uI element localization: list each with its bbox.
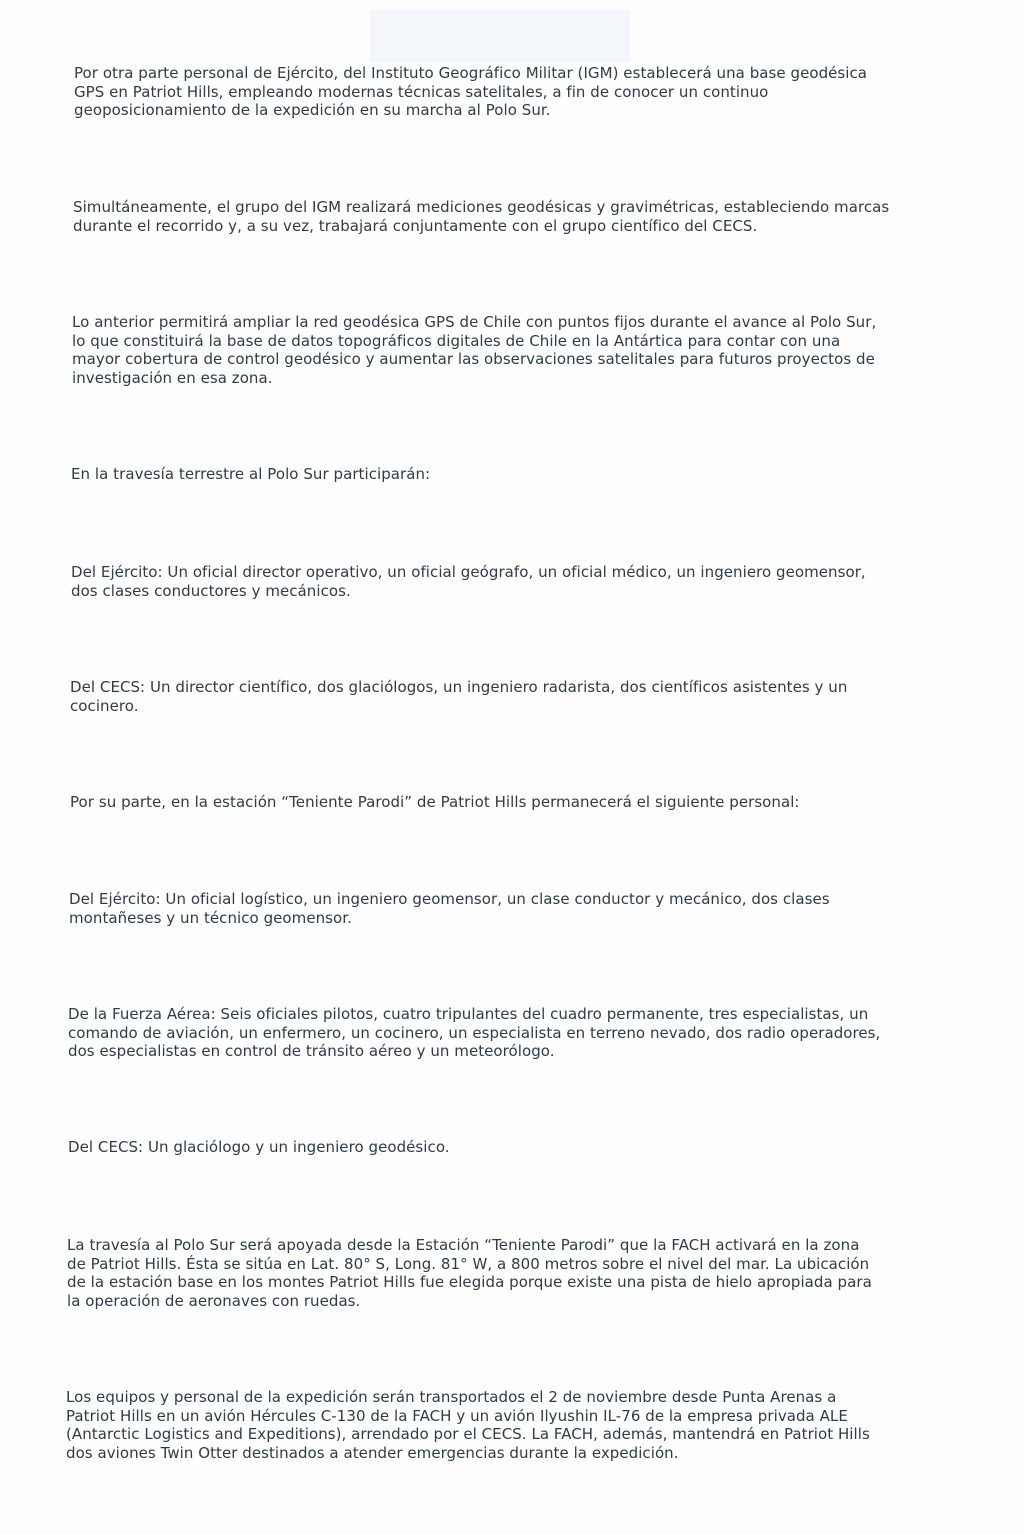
text-line: Por otra parte personal de Ejército, del Instituto Geográfico Militar (IGM) establecerá una base geodésica xyxy=(74,64,868,82)
text-line: geoposicionamiento de la expedición en su marcha al Polo Sur. xyxy=(74,101,551,119)
text-line: la operación de aeronaves con ruedas. xyxy=(67,1291,361,1310)
text-line: cocinero. xyxy=(70,696,139,715)
scan-artifact xyxy=(370,10,630,62)
text-line: Los equipos y personal de la expedición serán transportados el 2 de noviembre desde Punta Arenas a xyxy=(66,1388,837,1406)
text-line: comando de aviación, un enfermero, un cocinero, un especialista en terreno nevado, dos radio operadores, xyxy=(68,1023,881,1042)
paragraph-army-station xyxy=(69,890,949,927)
text-line: Del Ejército: Un oficial logístico, un ingeniero geomensor, un clase conductor y mecánico, dos clases xyxy=(69,890,830,908)
text-line: Lo anterior permitirá ampliar la red geodésica GPS de Chile con puntos fijos durante el avance al Polo Sur, xyxy=(72,313,877,331)
paragraph-igm-measurements xyxy=(73,198,953,235)
paragraph-army-traverse xyxy=(71,563,951,600)
text-line: De la Fuerza Aérea: Seis oficiales pilotos, cuatro tripulantes del cuadro permanente, tres especialistas, un xyxy=(68,1005,869,1023)
text-line: de Patriot Hills. Ésta se sitúa en Lat. 80° S, Long. 81° W, a 800 metros sobre el nivel del mar. La ubicación xyxy=(67,1254,870,1273)
text-line: investigación en esa zona. xyxy=(72,368,273,387)
text-line: durante el recorrido y, a su vez, trabajará conjuntamente con el grupo científico del CECS. xyxy=(73,216,758,235)
text-line: mayor cobertura de control geodésico y aumentar las observaciones satelitales para futuros proyectos de xyxy=(72,350,875,368)
text-line: GPS en Patriot Hills, empleando modernas técnicas satelitales, a fin de conocer un continuo xyxy=(74,82,769,101)
paragraph-cecs-traverse xyxy=(70,678,950,715)
paragraph-participants-intro xyxy=(71,465,951,484)
paragraph-air-force-station xyxy=(68,1005,948,1061)
text-line: Por su parte, en la estación “Teniente Parodi” de Patriot Hills permanecerá el siguiente personal: xyxy=(70,793,800,811)
text-line: (Antarctic Logistics and Expeditions), arrendado por el CECS. La FACH, además, mantendrá en Patriot Hills xyxy=(66,1425,870,1443)
text-line: dos aviones Twin Otter destinados a atender emergencias durante la expedición. xyxy=(66,1443,679,1462)
text-line: Simultáneamente, el grupo del IGM realizará mediciones geodésicas y gravimétricas, estableciendo marcas xyxy=(73,198,890,216)
text-line: En la travesía terrestre al Polo Sur participarán: xyxy=(71,465,431,483)
text-line: montañeses y un técnico geomensor. xyxy=(69,908,352,927)
paragraph-station-personnel-intro xyxy=(70,793,950,812)
paragraph-igm-gps-base xyxy=(74,64,954,120)
text-line: Del CECS: Un glaciólogo y un ingeniero geodésico. xyxy=(68,1138,450,1156)
paragraph-transport xyxy=(66,1388,946,1462)
text-line: lo que constituirá la base de datos topográficos digitales de Chile en la Antártica para contar con una xyxy=(72,331,841,350)
text-line: La travesía al Polo Sur será apoyada desde la Estación “Teniente Parodi” que la FACH activará en la zona xyxy=(67,1236,860,1254)
text-line: Patriot Hills en un avión Hércules C-130 de la FACH y un avión Ilyushin IL-76 de la empresa privada ALE xyxy=(66,1406,848,1425)
paragraph-cecs-station xyxy=(68,1138,948,1157)
text-line: de la estación base en los montes Patriot Hills fue elegida porque existe una pista de hielo apropiada para xyxy=(67,1273,872,1291)
paragraph-station-location xyxy=(67,1236,947,1310)
text-line: Del CECS: Un director científico, dos glaciólogos, un ingeniero radarista, dos científicos asistentes y un xyxy=(70,678,848,696)
text-line: dos clases conductores y mecánicos. xyxy=(71,581,351,600)
text-line: Del Ejército: Un oficial director operativo, un oficial geógrafo, un oficial médico, un ingeniero geomensor, xyxy=(71,563,866,581)
text-line: dos especialistas en control de tránsito aéreo y un meteorólogo. xyxy=(68,1042,555,1060)
paragraph-geodetic-network xyxy=(72,313,952,387)
